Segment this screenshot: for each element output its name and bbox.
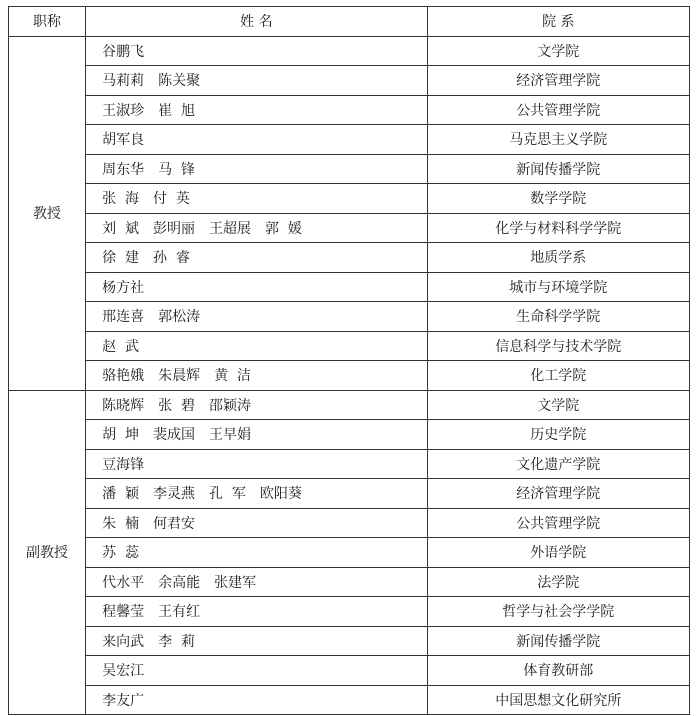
person-name: 朱晨辉 [158, 368, 201, 385]
header-department: 院 系 [427, 7, 689, 37]
department-cell: 外语学院 [427, 538, 689, 568]
names-cell [86, 597, 428, 627]
table-row [9, 685, 690, 715]
person-name: 胡军良 [102, 132, 145, 149]
department-cell: 化学与材料科学学院 [427, 213, 689, 243]
names-cell [86, 626, 428, 656]
person-name: 郭 媛 [265, 220, 302, 237]
person-name: 李灵燕 [153, 486, 196, 503]
table-row [9, 125, 690, 155]
table-row [9, 656, 690, 686]
names-cell [86, 302, 428, 332]
person-name: 彭明丽 [153, 220, 196, 237]
person-name: 邵颖涛 [209, 397, 252, 414]
department-cell: 经济管理学院 [427, 479, 689, 509]
person-name: 徐 建 [102, 250, 140, 267]
department-cell: 公共管理学院 [427, 95, 689, 125]
person-name: 程馨莹 [102, 604, 145, 621]
table-row [9, 479, 690, 509]
table-row [9, 390, 690, 420]
person-name: 骆艳娥 [102, 368, 145, 385]
person-name: 豆海锋 [102, 456, 145, 473]
table-row [9, 243, 690, 273]
names-cell [86, 66, 428, 96]
person-name: 谷鹏飞 [102, 43, 145, 60]
person-name: 崔 旭 [158, 102, 196, 119]
names-cell [86, 685, 428, 715]
department-cell: 经济管理学院 [427, 66, 689, 96]
table-row [9, 66, 690, 96]
person-name: 杨方社 [102, 279, 145, 296]
department-cell: 哲学与社会学学院 [427, 597, 689, 627]
department-cell: 公共管理学院 [427, 508, 689, 538]
person-name: 代水平 [102, 574, 145, 591]
roster-body [9, 36, 690, 715]
department-cell: 文化遗产学院 [427, 449, 689, 479]
rank-cell: 副教授 [9, 390, 86, 715]
person-name: 张 碧 [158, 397, 196, 414]
person-name: 邢连喜 [102, 309, 145, 326]
table-row [9, 449, 690, 479]
person-name: 朱 楠 [102, 515, 140, 532]
table-row [9, 361, 690, 391]
table-row [9, 508, 690, 538]
person-name: 王早娟 [209, 427, 252, 444]
names-cell [86, 390, 428, 420]
names-cell [86, 243, 428, 273]
names-cell [86, 272, 428, 302]
names-cell [86, 567, 428, 597]
person-name: 陈晓辉 [102, 397, 145, 414]
table-row [9, 567, 690, 597]
department-cell: 马克思主义学院 [427, 125, 689, 155]
table-row [9, 331, 690, 361]
names-cell [86, 538, 428, 568]
person-name: 余高能 [158, 574, 201, 591]
names-cell [86, 479, 428, 509]
header-name: 姓 名 [86, 7, 428, 37]
table-row [9, 154, 690, 184]
person-name: 马 锋 [158, 161, 196, 178]
table-row [9, 184, 690, 214]
names-cell [86, 36, 428, 66]
department-cell: 化工学院 [427, 361, 689, 391]
table-row [9, 272, 690, 302]
names-cell [86, 508, 428, 538]
table-row [9, 95, 690, 125]
department-cell: 文学院 [427, 390, 689, 420]
table-row [9, 420, 690, 450]
names-cell [86, 184, 428, 214]
person-name: 李 莉 [158, 633, 196, 650]
person-name: 周东华 [102, 161, 145, 178]
table-row [9, 36, 690, 66]
department-cell: 生命科学学院 [427, 302, 689, 332]
person-name: 郭松涛 [158, 309, 201, 326]
names-cell [86, 125, 428, 155]
names-cell [86, 95, 428, 125]
names-cell [86, 154, 428, 184]
person-name: 王淑珍 [102, 102, 145, 119]
department-cell: 历史学院 [427, 420, 689, 450]
person-name: 孙 睿 [153, 250, 190, 267]
person-name: 欧阳葵 [259, 486, 302, 503]
names-cell [86, 449, 428, 479]
department-cell: 信息科学与技术学院 [427, 331, 689, 361]
person-name: 赵 武 [102, 338, 140, 355]
person-name: 陈关聚 [158, 73, 201, 90]
names-cell [86, 331, 428, 361]
table-row [9, 626, 690, 656]
person-name: 刘 斌 [102, 220, 140, 237]
person-name: 王有红 [158, 604, 201, 621]
department-cell: 中国思想文化研究所 [427, 685, 689, 715]
person-name: 李友广 [102, 692, 145, 709]
header-rank: 职称 [9, 7, 86, 37]
rank-cell: 教授 [9, 36, 86, 390]
table-row [9, 213, 690, 243]
department-cell: 体育教研部 [427, 656, 689, 686]
person-name: 付 英 [153, 191, 190, 208]
names-cell [86, 361, 428, 391]
names-cell [86, 420, 428, 450]
department-cell: 地质学系 [427, 243, 689, 273]
table-row [9, 538, 690, 568]
department-cell: 新闻传播学院 [427, 154, 689, 184]
department-cell: 新闻传播学院 [427, 626, 689, 656]
table-row [9, 597, 690, 627]
person-name: 裴成国 [153, 427, 196, 444]
header-row [9, 7, 690, 37]
person-name: 王超展 [209, 220, 252, 237]
department-cell: 城市与环境学院 [427, 272, 689, 302]
person-name: 来向武 [102, 633, 145, 650]
names-cell [86, 656, 428, 686]
person-name: 黄 洁 [214, 368, 252, 385]
person-name: 马莉莉 [102, 73, 145, 90]
faculty-roster-table [8, 6, 690, 715]
person-name: 张 海 [102, 191, 140, 208]
department-cell: 文学院 [427, 36, 689, 66]
department-cell: 数学学院 [427, 184, 689, 214]
department-cell: 法学院 [427, 567, 689, 597]
person-name: 胡 坤 [102, 427, 140, 444]
person-name: 张建军 [214, 574, 257, 591]
person-name: 苏 蕊 [102, 545, 140, 562]
table-row [9, 302, 690, 332]
person-name: 吴宏江 [102, 663, 145, 680]
person-name: 孔 军 [209, 486, 246, 503]
person-name: 何君安 [153, 515, 196, 532]
names-cell [86, 213, 428, 243]
person-name: 潘 颖 [102, 486, 140, 503]
